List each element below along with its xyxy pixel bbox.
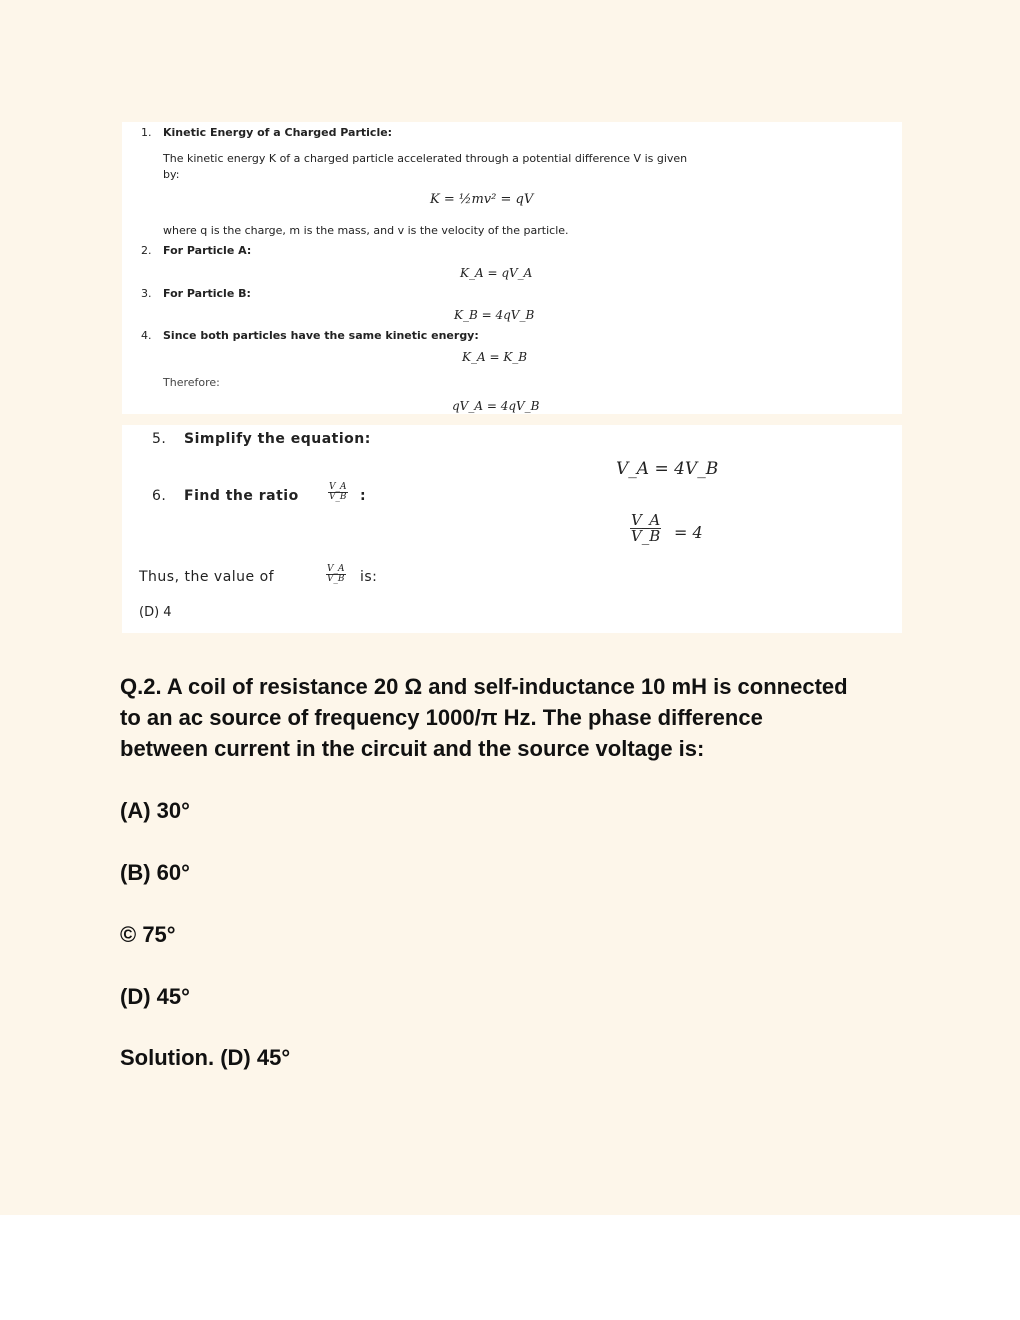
where-text: where q is the charge, m is the mass, and v is the velocity of the particle. [163,224,569,237]
equation-therefore: qV_A = 4qV_B [452,399,540,413]
question-line-3: between current in the circuit and the source voltage is: [120,736,705,761]
answer-text: (D) 4 [139,605,172,620]
therefore-text: Therefore: [163,376,220,389]
ratio-numerator: V_A [327,564,345,574]
solution-image-part-1 [122,122,902,414]
equation-particle-a: K_A = qV_A [460,266,533,280]
ratio-display [630,513,661,544]
option-b: (B) 60° [120,860,190,885]
thus-suffix: is: [360,569,378,585]
thus-text: Thus, the value of [139,569,275,585]
ratio-denominator: V_B [630,527,661,545]
ratio-numerator: V_A [329,482,347,492]
step-heading: Find the ratio [184,488,299,504]
step-number: 4. [141,329,152,342]
solution-image-part-2 [122,425,902,633]
step-number: 5. [152,431,167,447]
equation-kinetic-energy: K = ½mv² = qV [430,192,534,207]
ratio-value: = 4 [674,523,703,542]
ratio-numerator: V_A [631,511,661,529]
question-line-1: Q.2. A coil of resistance 20 Ω and self-inductance 10 mH is connected [120,674,848,699]
step-heading: Since both particles have the same kinetic energy: [163,329,479,342]
question-line-2: to an ac source of frequency 1000/π Hz. The phase difference [120,705,763,730]
step-heading: For Particle B: [163,287,251,300]
equation-particle-b: K_B = 4qV_B [454,308,535,322]
option-d: (D) 45° [120,984,190,1009]
step-number: 1. [141,126,152,139]
step-heading: Simplify the equation: [184,431,371,447]
equation-equal-ke: K_A = K_B [462,350,528,364]
ratio-denominator: V_B [326,574,345,584]
solution-text: Solution. (D) 45° [120,1045,291,1070]
colon: : [360,488,367,504]
equation-simplified: V_A = 4V_B [616,459,719,479]
step-heading: Kinetic Energy of a Charged Particle: [163,126,393,139]
ratio-inline-thus [326,565,346,584]
intro-text-cont: by: [163,168,180,181]
step-number: 6. [152,488,167,504]
option-c: © 75° [120,922,176,947]
step-heading: For Particle A: [163,244,252,257]
step-number: 3. [141,287,152,300]
ratio-denominator: V_B [328,492,347,502]
ratio-inline [328,483,348,502]
step-number: 2. [141,244,152,257]
option-a: (A) 30° [120,798,190,823]
intro-text: The kinetic energy K of a charged particle accelerated through a potential difference V is given [163,152,688,165]
